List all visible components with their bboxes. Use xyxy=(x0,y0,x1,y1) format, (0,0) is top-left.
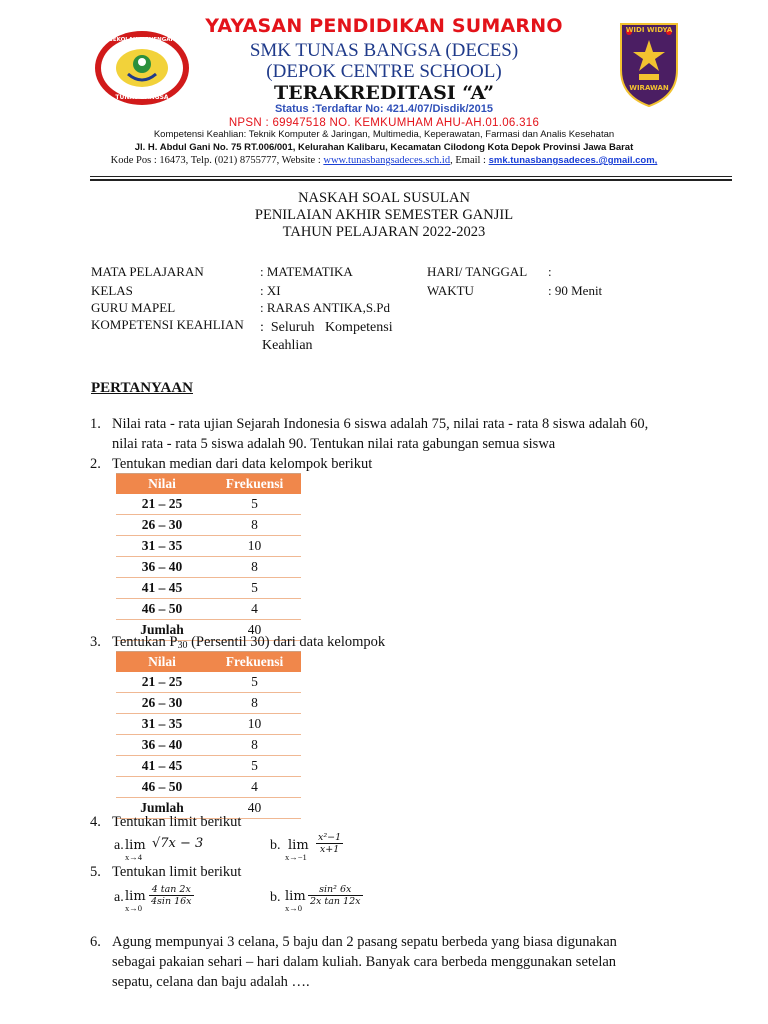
question-4b-lim-subscript: x→−1 xyxy=(285,852,307,862)
website-link[interactable]: www.tunasbangsadeces.sch.id xyxy=(323,155,451,166)
cell-nilai: 41 – 45 xyxy=(116,578,208,599)
table-header-row xyxy=(116,652,301,673)
subject-label: MATA PELAJARAN xyxy=(91,264,204,279)
cell-frekuensi: 5 xyxy=(208,756,301,777)
question-5b-denominator: 2x tan 12x xyxy=(310,896,361,907)
cell-frekuensi: 5 xyxy=(208,578,301,599)
question-4b-lim: lim xyxy=(288,838,309,853)
cell-total-label: Jumlah xyxy=(116,798,208,819)
question-3-text-b: (Persentil 30) dari data kelompok xyxy=(187,634,386,650)
cell-total-value: 40 xyxy=(208,620,301,641)
cell-frekuensi: 5 xyxy=(208,672,301,693)
cell-frekuensi: 4 xyxy=(208,599,301,620)
cell-frekuensi: 5 xyxy=(208,494,301,515)
cell-nilai: 46 – 50 xyxy=(116,599,208,620)
contact-prefix: Kode Pos : 16473, Telp. (021) 8755777, Website : xyxy=(110,155,324,166)
question-4b-fraction xyxy=(316,832,343,855)
subject-value: : MATEMATIKA xyxy=(260,264,353,279)
question-4-number: 4. xyxy=(90,814,101,830)
table-row xyxy=(116,494,301,515)
frequency-table-2 xyxy=(116,651,301,819)
contact-line xyxy=(0,155,768,166)
registration-status: Status :Terdaftar No: 421.4/07/Disdik/2015 xyxy=(274,103,494,115)
header-divider-thick xyxy=(90,179,732,181)
section-heading: PERTANYAAN xyxy=(91,380,193,396)
question-5b-label: b. xyxy=(270,890,281,905)
exam-title-line-1: NASKAH SOAL SUSULAN xyxy=(298,190,470,206)
table-row xyxy=(116,672,301,693)
foundation-name: YAYASAN PENDIDIKAN SUMARNO xyxy=(205,15,563,37)
cell-nilai: 41 – 45 xyxy=(116,756,208,777)
question-5-number: 5. xyxy=(90,864,101,880)
question-2-number: 2. xyxy=(90,456,101,472)
question-5a-lim: lim xyxy=(125,889,146,904)
cell-frekuensi: 10 xyxy=(208,536,301,557)
cell-frekuensi: 8 xyxy=(208,693,301,714)
table-row xyxy=(116,693,301,714)
column-header-nilai: Nilai xyxy=(116,474,208,495)
question-5b-fraction xyxy=(308,884,363,907)
question-1-number: 1. xyxy=(90,416,101,432)
question-5b-lim: lim xyxy=(285,889,306,904)
question-5b-lim-subscript: x→0 xyxy=(285,903,302,913)
column-header-frekuensi: Frekuensi xyxy=(208,652,301,673)
email-link[interactable]: smk.tunasbangsadeces.@gmail.com, xyxy=(488,155,658,166)
competency-value-2: Keahlian xyxy=(262,338,313,353)
cell-nilai: 21 – 25 xyxy=(116,494,208,515)
competency-list: Kompetensi Keahlian: Teknik Komputer & Jaringan, Multimedia, Keperawatan, Farmasi dan Analis Kesehatan xyxy=(153,129,615,140)
table-row xyxy=(116,536,301,557)
school-logo-bottom-text: TUNAS BANGSA xyxy=(115,94,169,101)
question-5a-fraction xyxy=(149,884,194,907)
cell-nilai: 36 – 40 xyxy=(116,557,208,578)
table-row xyxy=(116,735,301,756)
teacher-value: : RARAS ANTIKA,S.Pd xyxy=(260,300,391,315)
exam-title-line-3: TAHUN PELAJARAN 2022-2023 xyxy=(282,224,486,240)
cell-total-value: 40 xyxy=(208,798,301,819)
class-label: KELAS xyxy=(91,283,133,298)
teacher-label: GURU MAPEL xyxy=(91,300,176,315)
question-4a-expression: √7x − 3 xyxy=(152,836,204,851)
column-header-nilai: Nilai xyxy=(116,652,208,673)
cell-nilai: 46 – 50 xyxy=(116,777,208,798)
column-header-frekuensi: Frekuensi xyxy=(208,474,301,495)
foundation-logo-bottom-text: WIRAWAN xyxy=(629,84,669,92)
table-row xyxy=(116,515,301,536)
foundation-logo-top-text: WIDI WIDYA xyxy=(625,26,673,34)
day-value: : xyxy=(548,264,552,279)
cell-frekuensi: 8 xyxy=(208,735,301,756)
question-5a-lim-subscript: x→0 xyxy=(125,903,142,913)
cell-nilai: 31 – 35 xyxy=(116,536,208,557)
question-1-line-1: Nilai rata - rata ujian Sejarah Indonesia 6 siswa adalah 75, nilai rata - rata 8 siswa adalah 60, xyxy=(112,416,649,432)
cell-frekuensi: 8 xyxy=(208,557,301,578)
table-row xyxy=(116,714,301,735)
question-4a-label: a. xyxy=(114,838,124,853)
cell-nilai: 26 – 30 xyxy=(116,515,208,536)
question-2-text: Tentukan median dari data kelompok berikut xyxy=(112,456,373,472)
competency-label: KOMPETENSI KEAHLIAN xyxy=(91,317,244,332)
school-address: Jl. H. Abdul Gani No. 75 RT.006/001, Kelurahan Kalibaru, Kecamatan Cilodong Kota Depok Provinsi Jawa Barat xyxy=(134,142,634,153)
frequency-table-1 xyxy=(116,473,301,641)
competency-value-1: : Seluruh Kompetensi xyxy=(260,320,393,335)
school-subname: (DEPOK CENTRE SCHOOL) xyxy=(266,61,502,82)
question-4b-denominator: x+1 xyxy=(319,844,340,855)
question-4b-label: b. xyxy=(270,838,281,853)
class-value: : XI xyxy=(260,283,281,298)
cell-nilai: 36 – 40 xyxy=(116,735,208,756)
question-4a-lim-subscript: x→4 xyxy=(125,852,142,862)
school-logo-top-text: SEKOLAH MENENGAH KEJURUAN xyxy=(108,37,176,49)
cell-nilai: 21 – 25 xyxy=(116,672,208,693)
time-label: WAKTU xyxy=(427,283,474,298)
email-prefix: , Email : xyxy=(450,155,489,166)
table-row xyxy=(116,756,301,777)
npsn: NPSN : 69947518 NO. KEMKUMHAM AHU-AH.01.06.316 xyxy=(228,117,540,129)
cell-frekuensi: 10 xyxy=(208,714,301,735)
question-5b-numerator: sin² 6x xyxy=(308,884,363,896)
question-3-text-a: Tentukan P xyxy=(112,634,178,650)
question-6-line-2: sebagai pakaian sehari – hari dalam kuliah. Banyak cara berbeda menggunakan setelan xyxy=(112,954,617,970)
question-4-text: Tentukan limit berikut xyxy=(112,814,242,830)
table-row xyxy=(116,777,301,798)
question-3-number: 3. xyxy=(90,634,101,650)
exam-title-line-2: PENILAIAN AKHIR SEMESTER GANJIL xyxy=(254,207,514,223)
question-5a-denominator: 4sin 16x xyxy=(151,896,192,907)
question-4a-lim: lim xyxy=(125,838,146,853)
question-5a-numerator: 4 tan 2x xyxy=(149,884,194,896)
table-row xyxy=(116,599,301,620)
header-divider-thin xyxy=(90,176,732,177)
question-1-line-2: nilai rata - rata 5 siswa adalah 90. Tentukan nilai rata gabungan semua siswa xyxy=(112,436,556,452)
table-row xyxy=(116,578,301,599)
question-4b-numerator: x²−1 xyxy=(318,832,342,843)
question-6-line-3: sepatu, celana dan baju adalah …. xyxy=(112,974,310,990)
question-5a-label: a. xyxy=(114,890,124,905)
cell-total-label: Jumlah xyxy=(116,620,208,641)
question-6-line-1: Agung mempunyai 3 celana, 5 baju dan 2 pasang sepatu berbeda yang biasa digunakan xyxy=(112,934,617,950)
table-row xyxy=(116,557,301,578)
cell-frekuensi: 4 xyxy=(208,777,301,798)
question-6-number: 6. xyxy=(90,934,101,950)
time-value: : 90 Menit xyxy=(548,283,603,298)
school-name: SMK TUNAS BANGSA (DECES) xyxy=(249,40,519,61)
accreditation: TERAKREDITASI “A” xyxy=(273,82,495,104)
cell-nilai: 31 – 35 xyxy=(116,714,208,735)
question-3-subscript: 30 xyxy=(177,640,188,651)
day-label: HARI/ TANGGAL xyxy=(427,264,528,279)
cell-nilai: 26 – 30 xyxy=(116,693,208,714)
table-header-row xyxy=(116,474,301,495)
cell-frekuensi: 8 xyxy=(208,515,301,536)
question-5-text: Tentukan limit berikut xyxy=(112,864,242,880)
